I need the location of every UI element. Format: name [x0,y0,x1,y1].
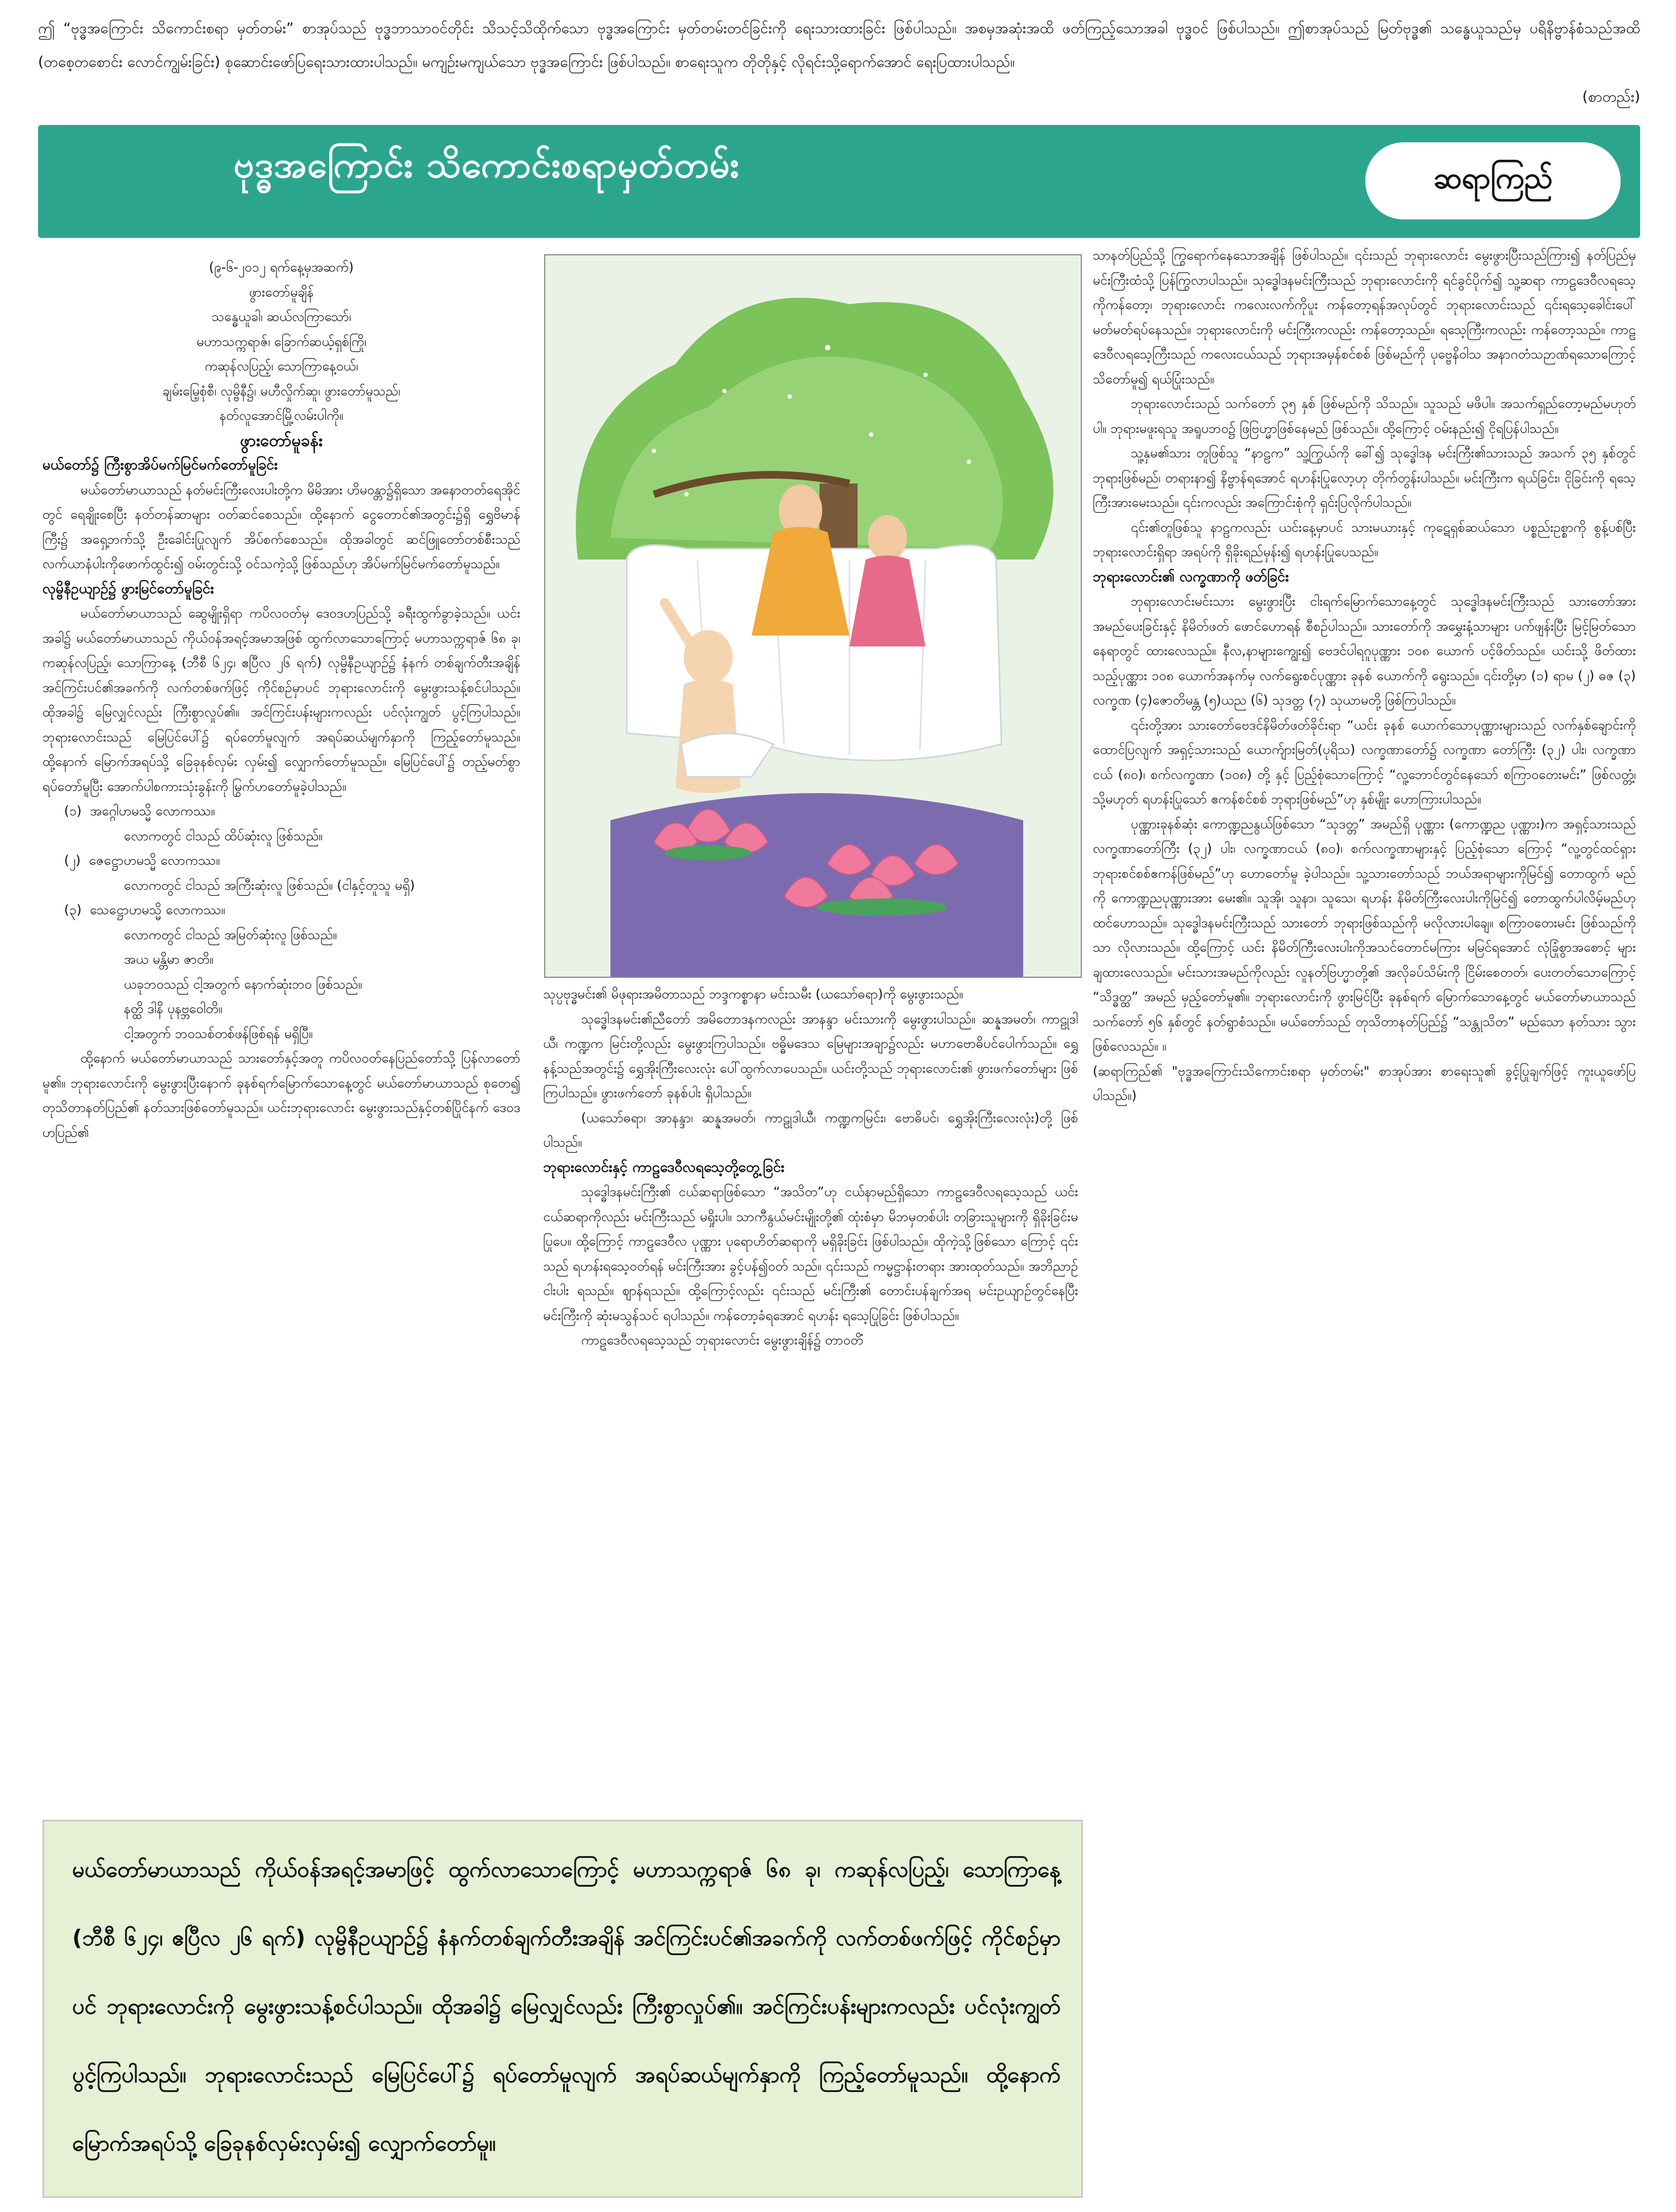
birth-illustration [544,254,1082,978]
intro-paragraph [38,12,1640,114]
paragraph: သာနတ်ပြည်သို့ ကြွရောက်နေသောအချိန် ဖြစ်ပါသည်။ ၎င်းသည် ဘုရားလောင်း မွေးဖွားပြီးသည်ကြား၍ နတ်ပြည်မှ မင်းကြီးထံသို့ ပြန်ကြွလာပါသည်။ သုဒ္ဓေါဒနမင်းကြီးသည် ဘုရားလောင်းကို ရင်ခွင်ပိုက်၍ သူ့ဆရာ ကာဠဒေဝီလရသေ့ကိုကန်တော့၊ ဘုရားလောင်း ကလေးလက်ကိုပူး ကန်တော့ရန်အလုပ်တွင် ဘုရားလောင်းသည် ၎င်းရသေ့ခေါင်းပေါ် မတ်မတ်ရပ်နေသည်။ ဘုရားလောင်းကို မင်းကြီးကလည်း ကန်တော့သည်။ ရသေ့ကြီးကလည်း ကန်တော့သည်။ ကာဠဒေဝီလရသေ့ကြီးသည် ကလေးငယ်သည် ဘုရားအမှန်စင်စစ် ဖြစ်မည်ကို ပုဗ္ဗေနိဝါသ အနာဂတံသဉာဏ်ရသောကြောင့် သိတော်မူ၍ ရယ်ပြုံးသည်။ [1093,248,1636,387]
paragraph: ပုဏ္ဏားခုနစ်ဆုံး ကောဏ္ဍညနွယ်ဖြစ်သော “သုဒတ္တ” အမည်ရှိ ပုဏ္ဏား (ကောဏ္ဍည ပုဏ္ဏား)က အရှင့်သားသည် လက္ခဏာတော်ကြီး (၃၂) ပါး၊ လက္ခဏာငယ် (၈၀)၊ စက်လက္ခဏာများနှင့် ပြည့်စုံသော ကြောင့် “လူ့တွင်ထင်ရှား ဘုရားစင်စစ်ဧကန်ဖြစ်မည်”ဟု ဟောတော်မူ ခဲ့ပါသည်။ သူ့သားတော်သည် ဘယ်အရာများကိုမြင်၍ တောထွက် မည်ကို ကောဏ္ဍညပုဏ္ဏားအား မေး၏။ သူအို၊ သူနာ၊ သူသေ၊ ရဟန်း နိမိတ်ကြီးလေးပါးကိုမြင်၍ တောထွက်ပါလိမ့်မည်ဟု ထင်ဟောသည်။ သုဒ္ဓေါဒနမင်းကြီးသည် သားတော် ဘုရားဖြစ်သည်ကို မလိုလားပါချေ။ စကြာဝတေးမင်း ဖြစ်သည်ကိုသာ လိုလားသည်။ ထို့ကြောင့် ယင်း နိမိတ်ကြီးလေးပါးကိုအသင်တောင်မကြား မမြင်ရအောင် လုံခြုံစွာအစောင့် များ ချထားလေသည်။ မင်းသားအမည်ကိုလည်း လူနတ်ဗြဟ္မာတို့၏ အလိုခပ်သိမ်းကို ငြိမ်းစေတတ်၊ ပေးတတ်သောကြောင့် “သိဒ္ဓတ္ထ” အမည် မှည့်တော်မူ၏။ ဘုရားလောင်းကို ဖွားမြင်ပြီး ခုနစ်ရက် မြောက်သောနေ့တွင် မယ်တော်မာယာသည် သက်တော် ၅၆ နှစ်တွင် နတ်ရွာစံသည်။ မယ်တော်သည် တုသိတာနတ်ပြည်၌ “သန္တုသိတ” မည်သော နတ်သား သွားဖြစ်လေသည်။ ။ [1093,816,1636,1054]
poem-line: သန္ဓေယူခါ၊ ဆယ်လကြာသော်၊ [211,309,351,324]
paragraph: သုဒ္ဓေါဒနမင်းကြီး၏ ငယ်ဆရာဖြစ်သော “အသိတ”ဟု ငယ်နာမည်ရှိသော ကာဠဒေဝီလရသေ့သည် ယင်းငယ်ဆရာကိုလည်း မင်းကြီးသည် မရှိုးပါ။ သာကီနွယ်မင်းမျိုးတို့၏ ထုံးစံမှာ မိဘမှတစ်ပါး တခြားသူများကို ရှိခိုးခြင်းမပြုပေ။ ထို့ကြောင့် ကာဠဒေဝီလ ပုဏ္ဏား ပုရောဟိတ်ဆရာကို မရှိခိုးခြင်း ဖြစ်ပါသည်။ ထိုကဲ့သို့ဖြစ်သော ကြောင့် ၎င်းသည် ရဟန်းရသေ့ဝတ်ရန် မင်းကြီးအား ခွင့်ပန်၍ဝတ် သည်။ ၎င်းသည် ကမ္မဋ္ဌာန်းတရား အားထုတ်သည်။ အဘိညာဉ်ငါးပါး ရသည်။ ဈာန်ရသည်။ ထို့ကြောင့်လည်း ၎င်းသည် မင်းကြီး၏ တောင်းပန်ချက်အရ မင်းဥယျာဉ်တွင်နေပြီး မင်းကြီးကို ဆုံးမသွန်သင် ရပါသည်။ ကန်တော့ခံရအောင် ရဟန်း ရသေ့ပြုခြင်း ဖြစ်ပါသည်။ [543,1184,1078,1323]
list-item: (၂) ဇေဋ္ဌောဟမသ္မိ လောကဿ။ [64,853,220,868]
paragraph: ၎င်းတို့အား သားတော်ဗေဒင်နိမိတ်ဖတ်ခိုင်းရာ “ယင်း ခုနစ် ယောက်သောပုဏ္ဏားများသည် လက်နှစ်ချောင်းကို ထောင်ပြလျက် အရှင့်သားသည် ယောက်ျားမြတ်(ပုရိသ) လက္ခဏာတော်၌ လက္ခဏာ တော်ကြီး (၃၂) ပါး၊ လက္ခဏာငယ် (၈၀)၊ စက်လက္ခဏာ (၁၀၈) တို့ နှင့် ပြည့်စုံသောကြောင့် “လူ့ဘောင်တွင်နေသော် စကြာဝတေးမင်း” ဖြစ်လတ္တံ့၊ သို့မဟုတ် ရဟန်းပြုသော် ဧကန်စင်စစ် ဘုရားဖြစ်မည်”ဟု နှစ်မျိုး ဟောကြားပါသည်။ [1093,717,1636,807]
poem-line: ချမ်းမြေ့စုံစီ၊ လုမ္ဗိနီ၌၊ မဟီလှိုက်ဆူ၊ ဖွားတော်မူသည်၊ [162,383,400,399]
poem-line: နတ်လူအောင်မြို့လမ်းပါကို။ [219,408,343,423]
editor-signature: (စာတည်း) [1582,89,1640,105]
list-item-translation: လောကတွင် ငါသည် အကြီးဆုံးလူ ဖြစ်သည်။ (ငါနှင့်တူသူ မရှိ) [124,877,415,893]
paragraph: မယ်တော်မာယာသည် နတ်မင်းကြီးလေးပါးတို့က မိမိအား ဟိမဝန္တာ၌ရှိသော အနောတတ်ရေအိုင်တွင် ရေချိုးစေပြီး နတ်တန်ဆာများ ဝတ်ဆင်စေသည်။ ထို့နောက် ငွေတောင်၏အတွင်း၌ရှိ ရွှေဗိမာန်ကြီး၌ အရှေ့ဘက်သို့ ဦးခေါင်းပြုလျက် အိပ်စက်စေသည်။ ထိုအခါတွင် ဆင်ဖြူတော်တစ်စီးသည် လက်ယာနံပါးကိုဖောက်ထွင်း၍ ဝမ်းတွင်းသို့ ဝင်သကဲ့သို့ ဖြစ်သည်ဟု အိပ်မက်မြင်မက်တော်မူသည်။ [42,482,520,571]
pali-line: အယ မန္တိမာ ဇာတိ။ [124,952,214,967]
attendant-head [868,515,907,561]
list-item-translation: လောကတွင် ငါသည် အမြတ်ဆုံးလူ ဖြစ်သည်။ [124,927,337,942]
continued-date: (၉-၆-၂၀၁၂ ရက်နေ့မှအဆက်) [209,260,354,275]
intro-text: ဤ “ဗုဒ္ဓအကြောင်း သိကောင်းစရာ မှတ်တမ်း” စာအုပ်သည် ဗုဒ္ဓဘာသာဝင်တိုင်း သိသင့်သိထိုက်သော ဗုဒ္ဓအကြောင်း မှတ်တမ်းတင်ခြင်းကို ရေးသားထားခြင်း ဖြစ်ပါသည်။ အစမှအဆုံးအထိ ဖတ်ကြည့်သောအခါ ဗုဒ္ဓဝင် ဖြစ်ပါသည်။ ဤစာအုပ်သည် မြတ်ဗုဒ္ဓ၏ သန္ဓေယူသည်မှ ပရိနိဗ္ဗာန်စံသည်အထိ (တစေ့တစောင်း လောင်ကျွမ်းခြင်း) စုဆောင်းဖော်ပြရေးသားထားပါသည်။ မကျဉ်းမကျယ်သော ဗုဒ္ဓအကြောင်း ဖြစ်ပါသည်။ စာရေးသူက တိုတိုနှင့် လိုရင်းသို့ရောက်အောင် ရေးပြထားပါသည်။ [38,20,1640,71]
pali-translation: ငါ့အတွက် ဘဝသစ်တစ်ဖန်ဖြစ်ရန် မရှိပြီ။ [124,1026,313,1041]
section-heading: ဖွားတော်မူခန်း [240,431,323,450]
author-badge: ဆရာကြည် [1365,142,1621,219]
paragraph: သုဒ္ဓေါဒနမင်း၏ညီတော် အမိတောဒနကလည်း အာနန္ဒာ မင်းသားကို မွေးဖွားပါသည်။ ဆန္နအမတ်၊ ကာဠုဒါယီ၊ ကဏ္ဍက မြင်းတို့လည်း မွေးဖွားကြပါသည်။ ဗဓ္ဓိမဒေသ မြေများအချာ၌လည်း မဟာဗောဓိပင်ပေါက်သည်။ ရွှေနန့်သည်အတွင်း၌ ရွှေအိုးကြီးလေးလုံး ပေါ်ထွက်လာပေသည်။ ယင်းတို့သည် ဘုရားလောင်း၏ ဖွားဖက်တော်များ ဖြစ်ကြပါသည်။ ဖွားဖက်တော် ခုနစ်ပါး ရှိပါသည်။ [543,1011,1078,1101]
column-1 [42,255,520,1145]
paragraph: ကာဠဒေဝီလရသေ့သည် ဘုရားလောင်း မွေးဖွားချိန်၌ တာဝတိံ [581,1333,864,1348]
list-item: (၃) သေဋ္ဌောဟမသ္မိ လောကဿ။ [64,902,225,918]
poem-line: ကဆုန်လပြည့်၊ သောကြာနေ့ဝယ်၊ [204,359,358,374]
subheading: မယ်တော်၌ ကြီးစွာအိပ်မက်မြင်မက်တော်မူခြင်း [42,457,278,473]
paragraph: မယ်တော်မာယာသည် ဆွေမျိုးရှိရာ ကပိလဝတ်မှ ဒေဝဒဟပြည်သို့ ခရီးထွက်ခွာခဲ့သည်။ ယင်းအခါ၌ မယ်တော်မာယာသည် ကိုယ်ဝန်အရင့်အမာအဖြစ် ထွက်လာသောကြောင့် မဟာသက္ကရာဇ် ၆၈ ခု၊ ကဆုန်လပြည့်၊ သောကြာနေ့ (ဘီစီ ၆၂၄၊ ဧပြီလ ၂၆ ရက်) လုမ္ဗိနီဥယျာဉ်၌ နံနက် တစ်ချက်တီးအချိန် အင်ကြင်းပင်၏အခက်ကို လက်တစ်ဖက်ဖြင့် ကိုင်စဉ်မှာပင် ဘုရားလောင်းကို မွေးဖွားသန့်စင်ပါသည်။ ထိုအခါ၌ မြေလျှင်လည်း ကြီးစွာလှုပ်၏။ အင်ကြင်းပန်းများကလည်း ပင်လုံးကျွတ် ပွင့်ကြပါသည်။ ဘုရားလောင်းသည် မြေပြင်ပေါ်၌ ရပ်တော်မူလျက် အရပ်ဆယ်မျက်နှာကို ကြည့်တော်မူသည်။ ထို့နောက် မြောက်အရပ်သို့ ခြေခုနစ်လှမ်း လှမ်း၍ လျှောက်တော်မူသည်။ မြေပြင်ပေါ်၌ တည့်မတ်စွာရပ်တော်မူပြီး အောက်ပါစကားသုံးခွန်းကို မြွက်ဟတော်မူခဲ့ပါသည်။ [42,606,520,794]
subheading: ဘုရားလောင်းနှင့် ကာဠဒေဝီလရသေ့တို့တွေ့ခြင်း [543,1159,785,1176]
pull-quote-text: မယ်တော်မာယာသည် ကိုယ်ဝန်အရင့်အမာဖြင့် ထွက်လာသောကြောင့် မဟာသက္ကရာဇ် ၆၈ ခု၊ ကဆုန်လပြည့်၊ သောကြာနေ့ (ဘီစီ ၆၂၄၊ ဧပြီလ ၂၆ ရက်) လုမ္ဗိနီဥယျာဉ်၌ နံနက်တစ်ချက်တီးအချိန် အင်ကြင်းပင်၏အခက်ကို လက်တစ်ဖက်ဖြင့် ကိုင်စဉ်မှာပင် ဘုရားလောင်းကို မွေးဖွားသန့်စင်ပါသည်။ ထိုအခါ၌ မြေလျှင်လည်း ကြီးစွာလှုပ်၏။ အင်ကြင်းပန်းများကလည်း ပင်လုံးကျွတ် ပွင့်ကြပါသည်။ ဘုရားလောင်းသည် မြေပြင်ပေါ်၌ ရပ်တော်မူလျက် အရပ်ဆယ်မျက်နှာကို ကြည့်တော်မူသည်။ ထို့နောက် မြောက်အရပ်သို့ ခြေခုနစ်လှမ်းလှမ်း၍ လျှောက်တော်မူ။ [72,1857,1061,2156]
illustration-drawing [545,255,1081,977]
poem-title: ဖွားတော်မူချိန် [249,284,314,300]
list-item: (၁) အဂ္ဂေါဟမသ္မိ လောကဿ။ [64,803,215,819]
subheading: လုမ္ဗိနီဥယျာဉ်၌ ဖွားမြင်တော်မူခြင်း [42,580,214,597]
article-title: ဗုဒ္ဓအကြောင်း သိကောင်းစရာမှတ်တမ်း [234,144,740,186]
list-item-translation: လောကတွင် ငါသည် ထိပ်ဆုံးလူ ဖြစ်သည်။ [124,828,323,844]
paragraph: သုပ္ပဗုဒ္ဓမင်း၏ မိဖုရားအမိတာသည် ဘဒ္ဒကစ္စာနာ မင်းသမီး (ယသော်ဓရာ)ကို မွေးဖွားသည်။ [543,986,963,1002]
title-banner [38,125,1640,238]
source-credit: (ဆရာကြည်၏ "ဗုဒ္ဓအကြောင်းသိကောင်းစရာ မှတ်တမ်း" စာအုပ်အား စာရေးသူ၏ ခွင့်ပြုချက်ဖြင့် ကူးယူဖော်ပြပါသည်။) [1093,1063,1636,1103]
paragraph: ဘုရားလောင်းသည် သက်တော် ၃၅ နှစ် ဖြစ်မည်ကို သိသည်။ သူသည် မဖိပါ။ အသက်ရှည်တော့မည်မဟုတ်ပါ။ ဘုရားမဖူးရသူ အရူပဘဝ၌ ဖြဗြဟ္မာဖြစ်နေမည် ဖြစ်သည်။ ထို့ကြောင့် ဝမ်းနည်း၍ ငိုရပြန်ပါသည်။ [1093,396,1636,436]
paragraph: ဘုရားလောင်းမင်းသား မွေးဖွားပြီး ငါးရက်မြောက်သောနေ့တွင် သုဒ္ဓေါဒနမင်းကြီးသည် သားတော်အား အမည်ပေးခြင်းနှင့် နိမိတ်ဖတ် ဖောင်ဟောရန် စီစဉ်ပါသည်။ သားတော်ကို အမွှေးနံ့သာများ ပက်ဖျန်းပြီး မြင့်မြတ်သောနေရာတွင် ထားလေသည်။ နီလ,နာများကျွေး၍ ဗေဒင်ပါရဂူပုဏ္ဏား ၁၀၈ ယောက် ပင့်ဖိတ်သည်။ ယင်းသို့ ဖိတ်ထား သည့်ပုဏ္ဏား ၁၀၈ ယောက်အနက်မှ လက်ရွေးစင်ပုဏ္ဏား ခုနစ် ယောက်ကို ရွေးသည်။ ၎င်းတို့မှာ (၁) ရာမ (၂) ဓဇ (၃) လက္ခဏ (၄)ဇောတိမန္တ (၅)ယည (၆) သုဒတ္တ (၇) သုယာမတို့ ဖြစ်ကြပါသည်။ [1093,594,1636,708]
paragraph: ထို့နောက် မယ်တော်မာယာသည် သားတော်နှင့်အတူ ကပိလဝတ်နေပြည်တော်သို့ ပြန်လာတော်မူ၏။ ဘုရားလောင်းကို မွေးဖွားပြီးနောက် ခုနစ်ရက်မြောက်သောနေ့တွင် မယ်တော်မာယာသည် စုတေ၍ တုသိတာနတ်ပြည်၏ နတ်သားဖြစ်တော်မူသည်။ ယင်းဘုရားလောင်း မွေးဖွားသည်နှင့်တစ်ပြိုင်နက် ဒေဝဒဟပြည်၏ [42,1051,520,1140]
paragraph: (ယသော်ဓရာ၊ အာနန္ဒာ၊ ဆန္နအမတ်၊ ကာဠုဒါယီ၊ ကဏ္ဍကမြင်း၊ ဗောဓိပင်၊ ရွှေအိုးကြီးလေးလုံး)တို့ ဖြစ်ပါသည်။ [543,1110,1078,1150]
subheading: ဘုရားလောင်း၏ လက္ခဏာကို ဖတ်ခြင်း [1093,568,1289,585]
column-3 [1093,243,1636,1109]
paragraph: ၎င်း၏တူဖြစ်သူ နာဠကလည်း ယင်းနေ့မှာပင် သားမယားနှင့် ကုဋေရှစ်ဆယ်သော ပစ္စည်းဥစ္စာကို စွန့်ပစ်ပြီး ဘုရားလောင်းရှိရာ အရပ်ကို ရှိခိုးရည်မှန်း၍ ရဟန်းပြုပေသည်။ [1093,519,1636,560]
poem-line: မဟာသက္ကရာဇ်၊ ခြောက်ဆယ့်ရှစ်ကြို၊ [196,334,367,349]
column-2 [543,982,1078,1353]
pull-quote-box [42,1820,1083,2198]
paragraph: သူ့နှမ၏သား တူဖြစ်သူ “နာဠက” သူ့ကြွယ်ကို ခေါ်၍ သုဒ္ဓေါဒန မင်းကြီး၏သားသည် အသက် ၃၅ နှစ်တွင် ဘုရားဖြစ်မည်၊ တရားနာ၍ နိဗ္ဗာန်ရအောင် ရဟန်းပြုလော့ဟု တိုက်တွန်းပါသည်။ မင်းကြီးက ရယ်ခြင်း၊ ငိုခြင်းကို ရသေ့ကြီးအားမေးသည်။ ၎င်းကလည်း အကြောင်းစုံကို ရှင်းပြလိုက်ပါသည်။ [1093,445,1636,510]
pali-translation: ယခုဘဝသည် ငါ့အတွက် နောက်ဆုံးဘဝ ဖြစ်သည်။ [124,976,362,992]
pali-line: နတ္ထိ ဒါနိ ပုနဗ္ဘဝေါတိ။ [124,1001,223,1016]
